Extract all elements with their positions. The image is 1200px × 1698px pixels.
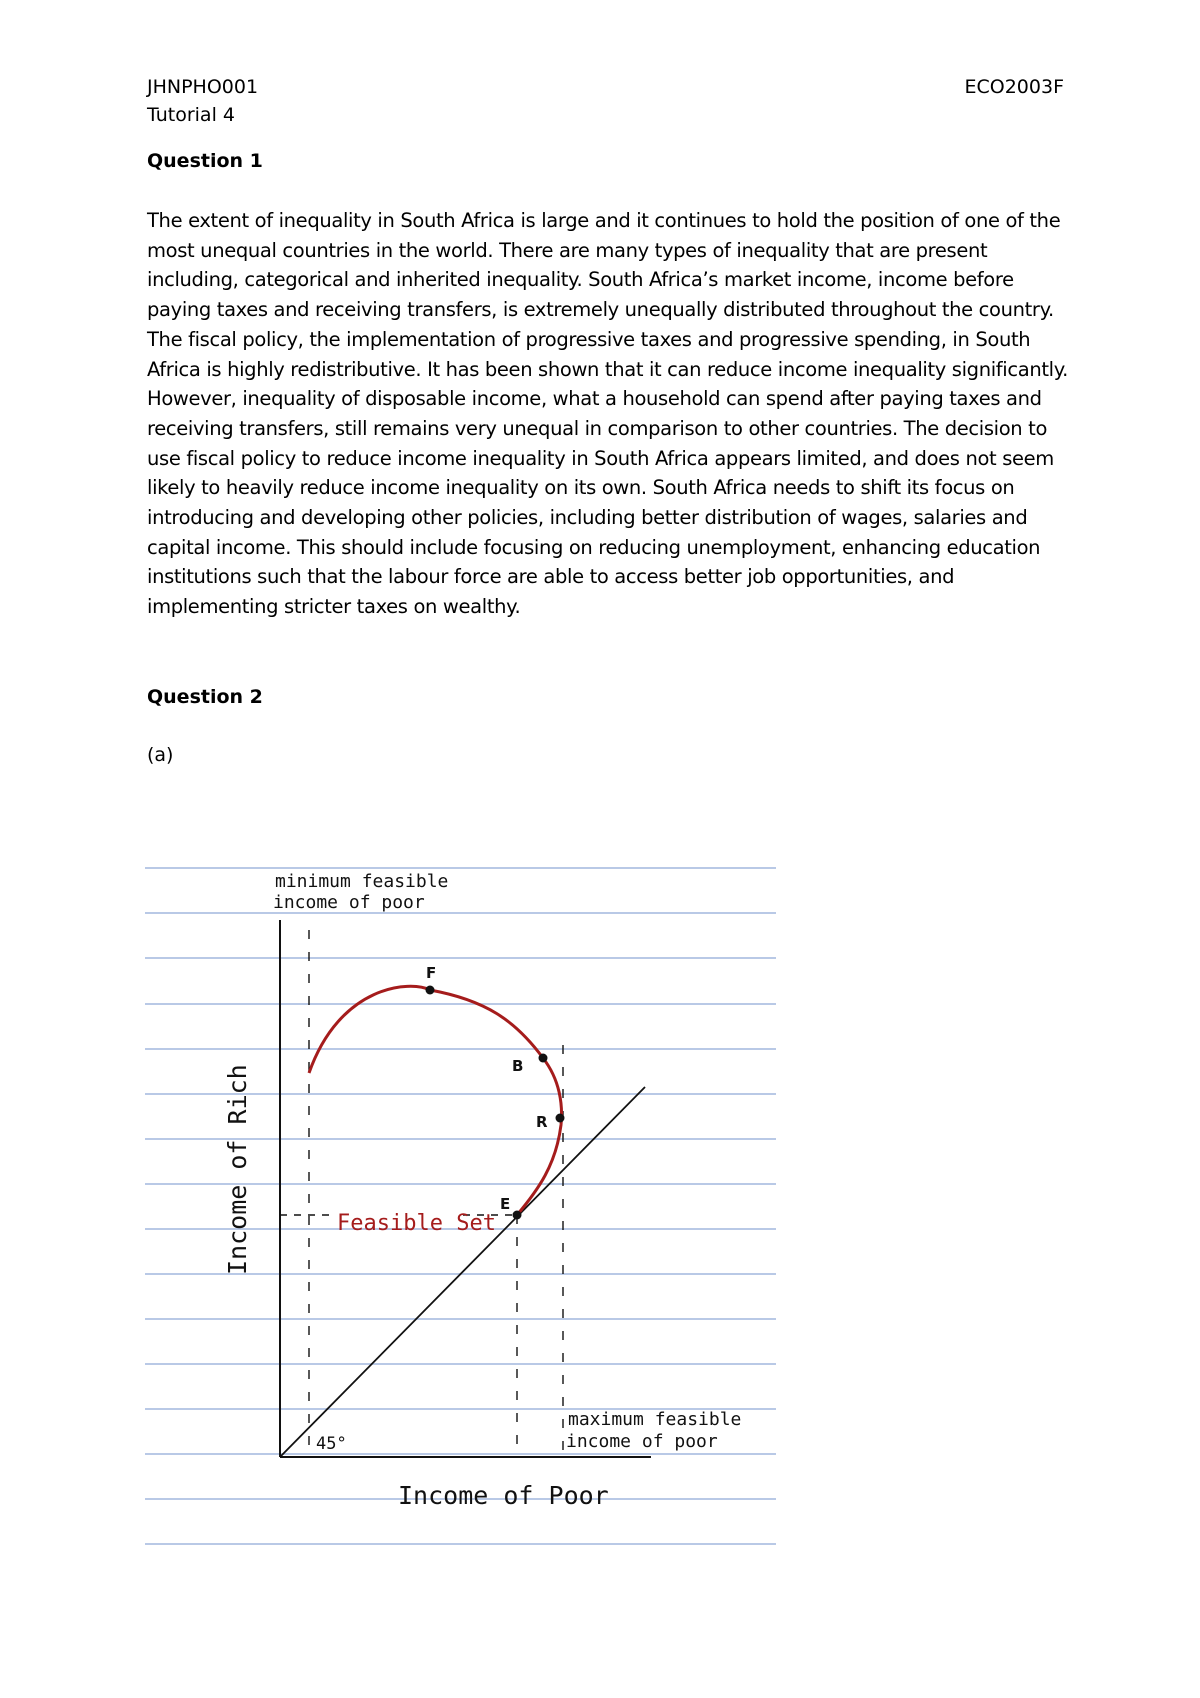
point-r-label: R (536, 1113, 548, 1131)
question1-answer: The extent of inequality in South Africa is large and it continues to hold the position of one of the most unequal countries in the world. There are many types of inequality that are present including, categorical and inherited inequality. South Africa’s market income, income before paying taxes and receiving transfers, is extremely unequally distributed throughout the country. The fiscal policy, the implementation of progressive taxes and progressive spending, in South Africa is highly redistributive. It has been shown that it can reduce income inequality significantly. However, inequality of disposable income, what a household can spend after paying taxes and receiving transfers, still remains very unequal in comparison to other countries. The decision to use fiscal policy to reduce income inequality in South Africa appears limited, and does not seem likely to heavily reduce income inequality on its own. South Africa needs to shift its focus on introducing and developing other policies, including better distribution of wages, salaries and capital income. This should include focusing on reducing unemployment, enhancing education institutions such that the labour force are able to access better job opportunities, and implementing stricter taxes on wealthy. (147, 209, 1068, 619)
angle-label: 45° (316, 1434, 347, 1454)
course-code: ECO2003F (964, 76, 1064, 98)
point-e-label: E (500, 1195, 511, 1213)
max-feasible-label-line1: maximum feasible (568, 1409, 742, 1430)
tutorial-label: Tutorial 4 (147, 104, 235, 126)
feasible-set-label: Feasible Set (337, 1211, 496, 1236)
question1-heading: Question 1 (147, 150, 263, 172)
min-feasible-label-line2: income of poor (273, 892, 425, 913)
point-b-dot (539, 1054, 548, 1063)
point-e-dot (513, 1211, 522, 1220)
feasible-frontier-curve (309, 986, 562, 1215)
point-f-label: F (426, 964, 437, 982)
point-r-dot (556, 1114, 565, 1123)
y-axis-label: Income of Rich (223, 1064, 252, 1275)
question2-heading: Question 2 (147, 686, 263, 708)
min-feasible-label-line1: minimum feasible (275, 871, 449, 892)
student-id: JHNPHO001 (147, 76, 259, 98)
45-degree-line (280, 1087, 645, 1457)
part-a-label: (a) (147, 744, 174, 766)
x-axis-label: Income of Poor (398, 1481, 609, 1510)
max-feasible-label-line2: income of poor (566, 1431, 718, 1452)
point-f-dot (426, 986, 435, 995)
point-b-label: B (512, 1057, 524, 1075)
